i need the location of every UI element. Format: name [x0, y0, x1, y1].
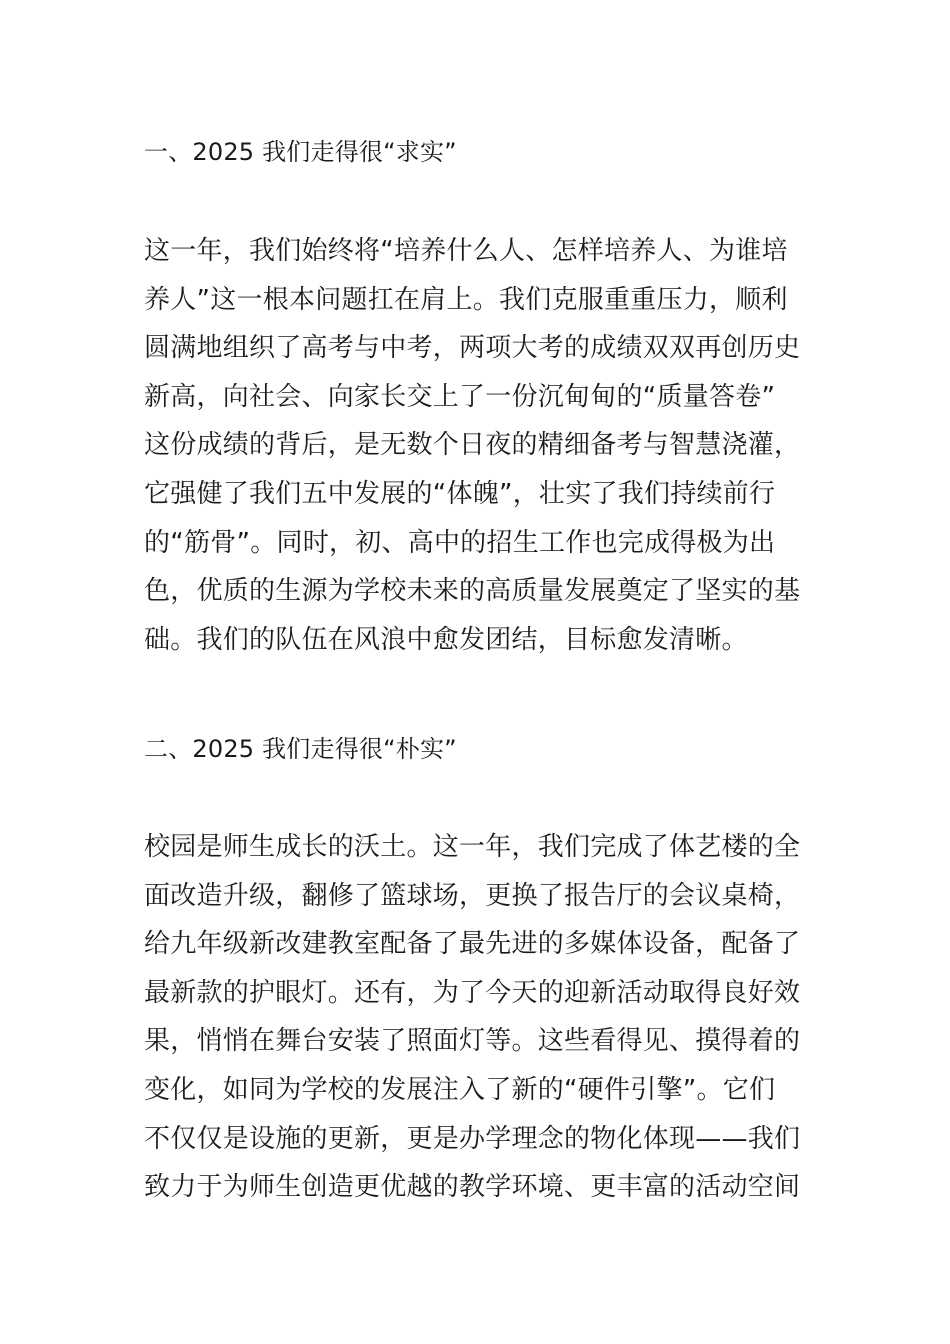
- section-1-heading: 一、2025 我们走得很“求实”: [144, 138, 457, 166]
- paragraph-line: 这份成绩的背后，是无数个日夜的精细备考与智慧浇灌，: [144, 430, 801, 461]
- section-2-heading: 二、2025 我们走得很“朴实”: [144, 735, 457, 763]
- paragraph-line: 养人”这一根本问题扛在肩上。我们克服重重压力，顺利: [144, 284, 788, 315]
- paragraph-line: 最新款的护眼灯。还有，为了今天的迎新活动取得良好效: [144, 977, 801, 1008]
- paragraph-line: 圆满地组织了高考与中考，两项大考的成绩双双再创历史: [144, 333, 801, 364]
- section-1-paragraph: [144, 227, 814, 664]
- paragraph-line: 致力于为师生创造更优越的教学环境、更丰富的活动空间: [144, 1172, 801, 1203]
- paragraph-line: 面改造升级，翻修了篮球场，更换了报告厅的会议桌椅，: [144, 880, 801, 911]
- paragraph-line: 础。我们的队伍在风浪中愈发团结，目标愈发清晰。: [144, 624, 748, 655]
- paragraph-line: 这一年，我们始终将“培养什么人、怎样培养人、为谁培: [144, 236, 788, 266]
- paragraph-line: 变化，如同为学校的发展注入了新的“硬件引擎”。它们: [144, 1074, 776, 1105]
- paragraph-line: 新高，向社会、向家长交上了一份沉甸甸的“质量答卷”: [144, 381, 776, 412]
- paragraph-line: 不仅仅是设施的更新，更是办学理念的物化体现——我们: [144, 1123, 801, 1154]
- paragraph-line: 色，优质的生源为学校未来的高质量发展奠定了坚实的基: [144, 576, 801, 607]
- section-2-paragraph: [144, 823, 814, 1212]
- paragraph-line: 给九年级新改建教室配备了最先进的多媒体设备，配备了: [144, 929, 801, 960]
- paragraph-line: 它强健了我们五中发展的“体魄”，壮实了我们持续前行: [144, 478, 776, 509]
- paragraph-line: 的“筋骨”。同时，初、高中的招生工作也完成得极为出: [144, 527, 776, 558]
- paragraph-line: 校园是师生成长的沃土。这一年，我们完成了体艺楼的全: [144, 832, 801, 862]
- paragraph-line: 果，悄悄在舞台安装了照面灯等。这些看得见、摸得着的: [144, 1026, 801, 1057]
